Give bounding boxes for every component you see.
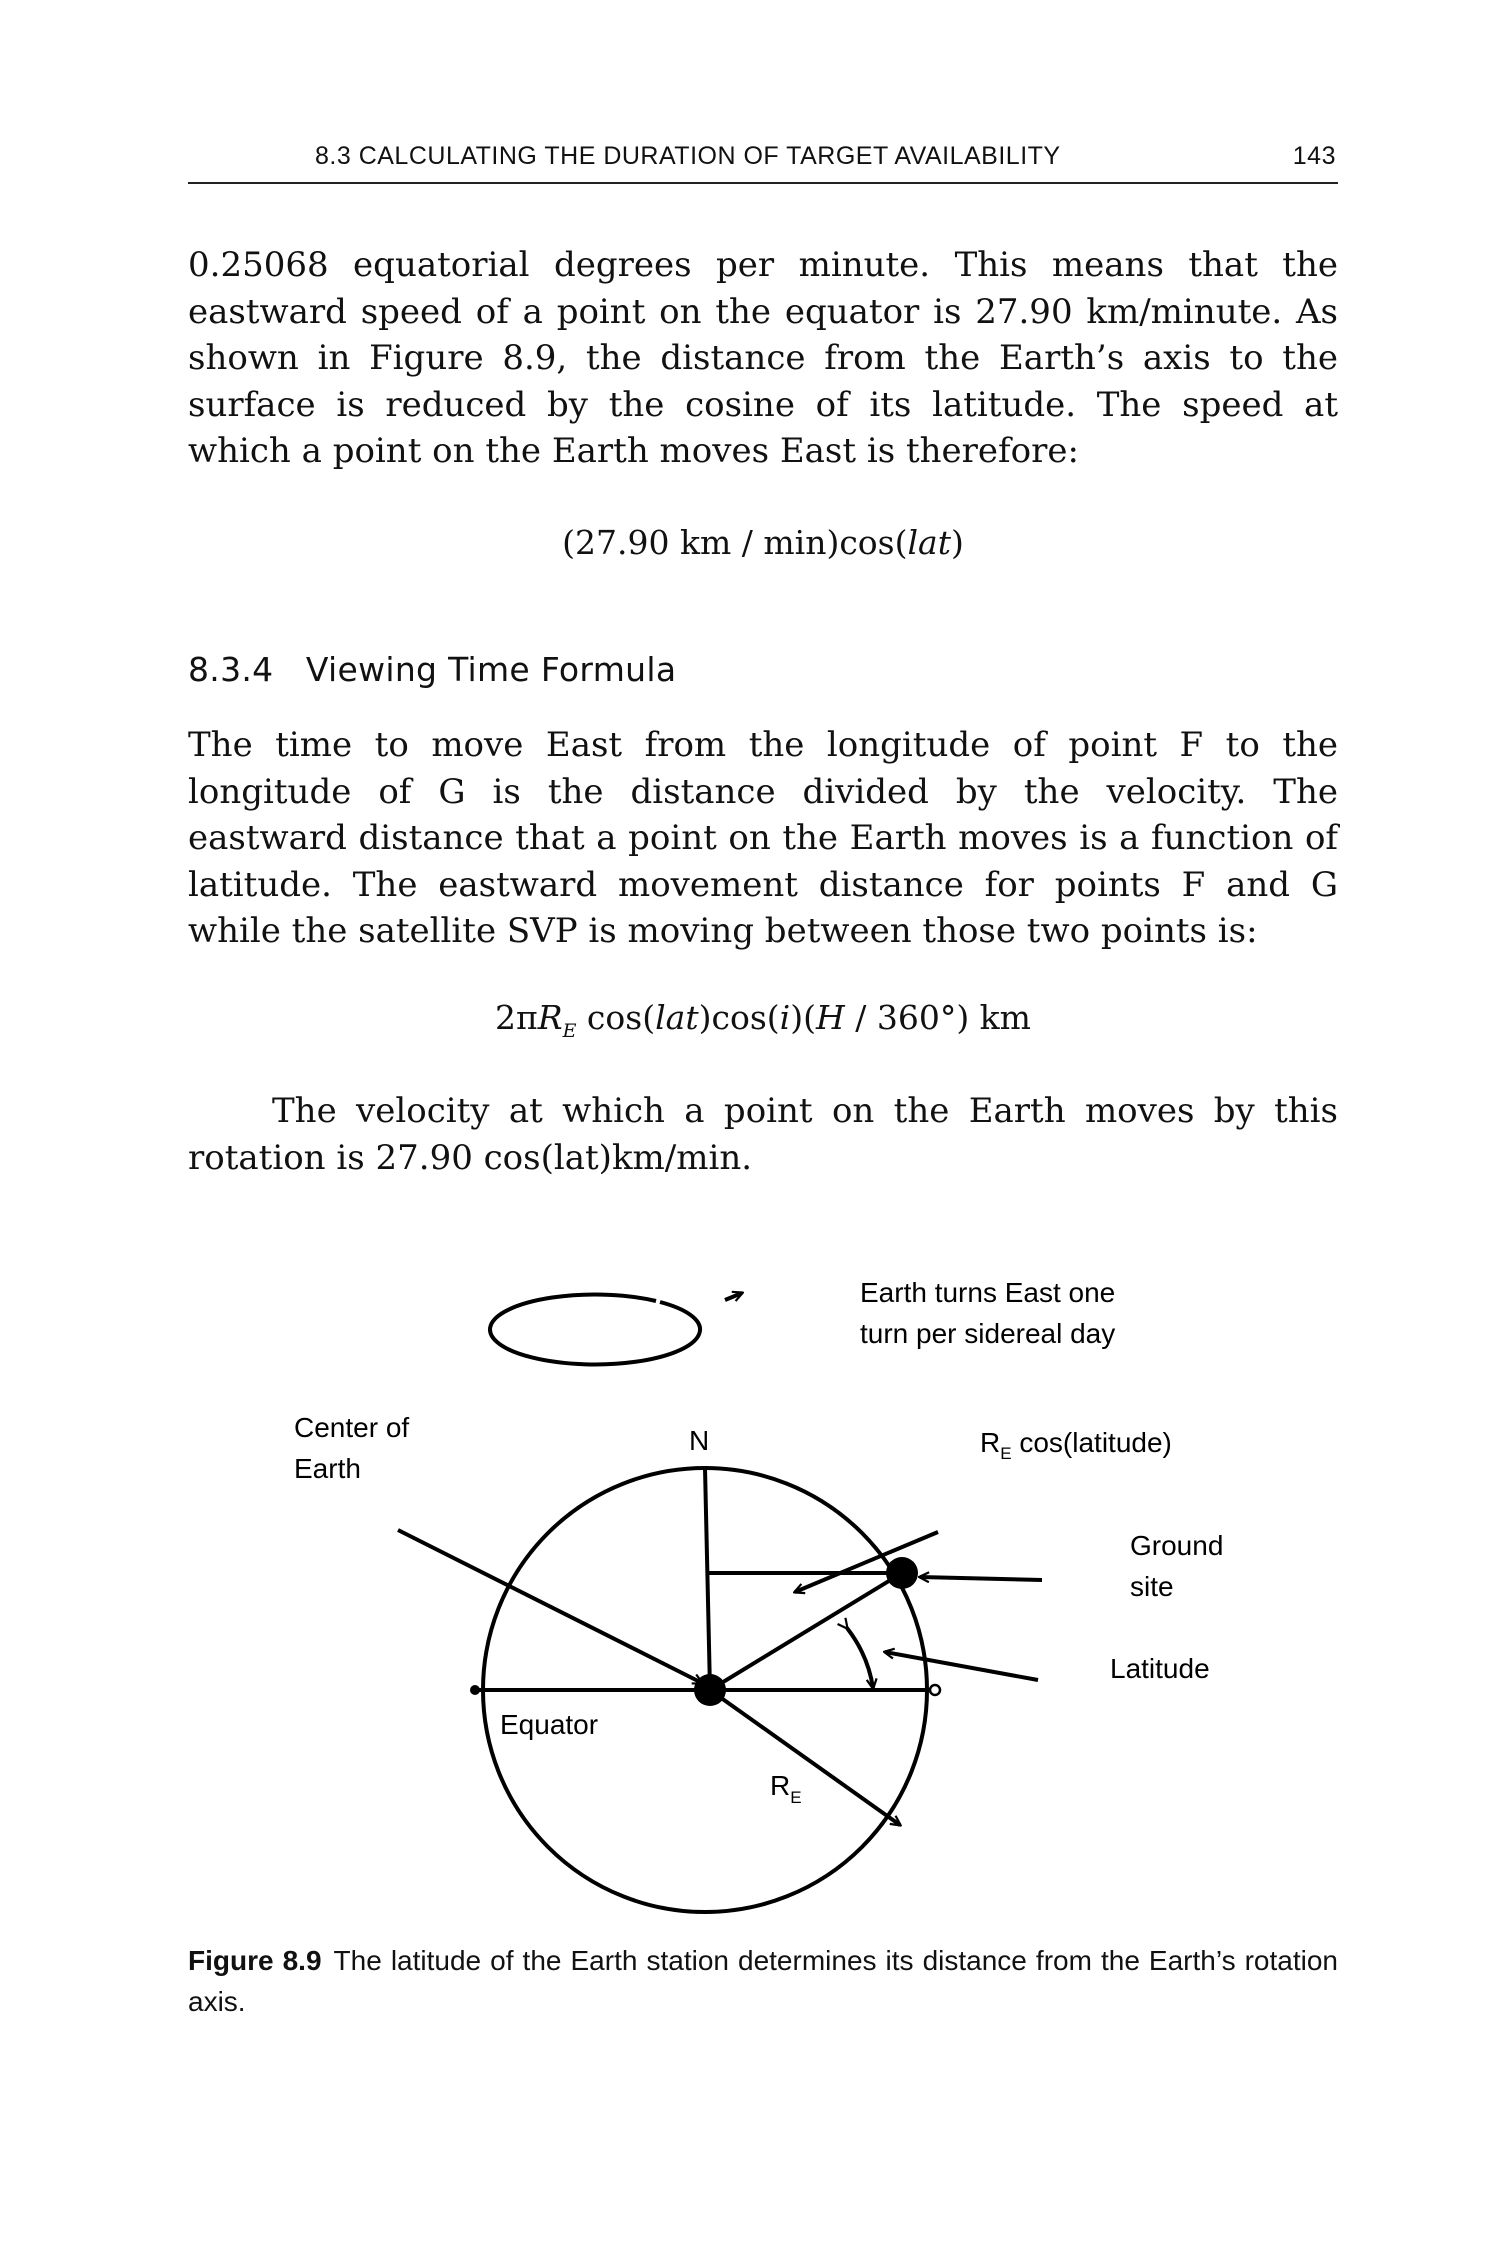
eq2-paren: )( <box>790 998 816 1037</box>
section-number: 8.3.4 <box>188 650 274 689</box>
label-earth-turns-2: turn per sidereal day <box>860 1318 1116 1349</box>
eq2-lat: lat <box>655 998 699 1037</box>
re-cos-sub: E <box>1000 1444 1012 1463</box>
equator-west-dot <box>470 1685 480 1695</box>
latitude-arc <box>847 1628 873 1688</box>
caption-text: The latitude of the Earth station determines its distance from the Earth’s rotation axis. <box>188 1945 1338 2017</box>
equation-east-distance <box>188 998 1338 1042</box>
eq1-lead: (27.90 km / min)cos( <box>562 523 908 562</box>
label-ground-1: Ground <box>1130 1530 1224 1561</box>
re-sub: E <box>790 1788 802 1807</box>
eq2-tail: / 360°) km <box>844 998 1031 1037</box>
label-north: N <box>689 1425 710 1456</box>
eq1-tail: ) <box>950 523 964 562</box>
paragraph-3: The velocity at which a point on the Earth moves by this rotation is 27.90 cos(lat)km/min. <box>188 1091 1338 1178</box>
eq2-r-sub: E <box>562 1020 577 1042</box>
center-pointer <box>398 1530 702 1683</box>
label-ground-2: site <box>1130 1571 1174 1602</box>
equator-east-dot <box>930 1685 940 1695</box>
equation-east-speed <box>188 523 1338 562</box>
section-title: Viewing Time Formula <box>305 650 677 689</box>
re-r: R <box>770 1770 791 1801</box>
ground-site-dot <box>886 1557 918 1589</box>
eq2-two-pi: 2π <box>495 998 538 1037</box>
paragraph-2: The time to move East from the longitude of point F to the longitude of G is the distance divided by the velocity. The eastward distance that a point on the Earth moves is a function of latitude. The eastward movement distance for points F and G while the satellite SVP is moving between those two points is: <box>188 725 1338 951</box>
eq2-i: i <box>779 998 791 1037</box>
eq2-r: R <box>537 998 563 1037</box>
re-cos-r: R <box>980 1427 1001 1458</box>
label-earth-turns-1: Earth turns East one <box>860 1277 1116 1308</box>
page-number: 143 <box>1292 142 1336 170</box>
label-equator: Equator <box>500 1709 599 1740</box>
paragraph-1: 0.25068 equatorial degrees per minute. This means that the eastward speed of a point on the equator is 27.90 km/minute. As shown in Figure 8.9, the distance from the Earth’s axis to the surface is reduced by the cosine of its latitude. The speed at which a point on the Earth moves East is therefore: <box>188 245 1338 471</box>
eq2-cos2: )cos( <box>698 998 780 1037</box>
running-header <box>188 138 1338 184</box>
eq2-h: H <box>815 998 845 1037</box>
radius-ground-line <box>710 1573 902 1690</box>
rotation-axis <box>705 1468 710 1690</box>
eq1-var-lat: lat <box>907 523 951 562</box>
rotation-arrow-icon <box>725 1293 742 1300</box>
label-re <box>770 1770 802 1807</box>
eq2-cos1: cos( <box>576 998 656 1037</box>
re-cos-text: cos(latitude) <box>1011 1427 1172 1458</box>
figure-caption <box>188 1940 1338 2022</box>
re-cos-pointer <box>795 1532 938 1592</box>
label-latitude: Latitude <box>1110 1653 1210 1684</box>
section-heading <box>188 650 676 689</box>
running-header-title: 8.3 CALCULATING THE DURATION OF TARGET AVAILABILITY <box>315 142 1061 170</box>
caption-label: Figure 8.9 <box>188 1945 322 1976</box>
re-radius-arrow <box>710 1690 900 1825</box>
figure-8-9 <box>270 1240 1270 1940</box>
label-center-1: Center of <box>294 1412 410 1443</box>
latitude-pointer <box>885 1652 1038 1680</box>
rotation-ellipse <box>490 1294 700 1364</box>
label-re-cos <box>980 1427 1172 1463</box>
earth-latitude-diagram <box>270 1240 1270 1940</box>
ground-pointer <box>920 1577 1042 1580</box>
label-center-2: Earth <box>294 1453 361 1484</box>
center-dot <box>694 1674 726 1706</box>
